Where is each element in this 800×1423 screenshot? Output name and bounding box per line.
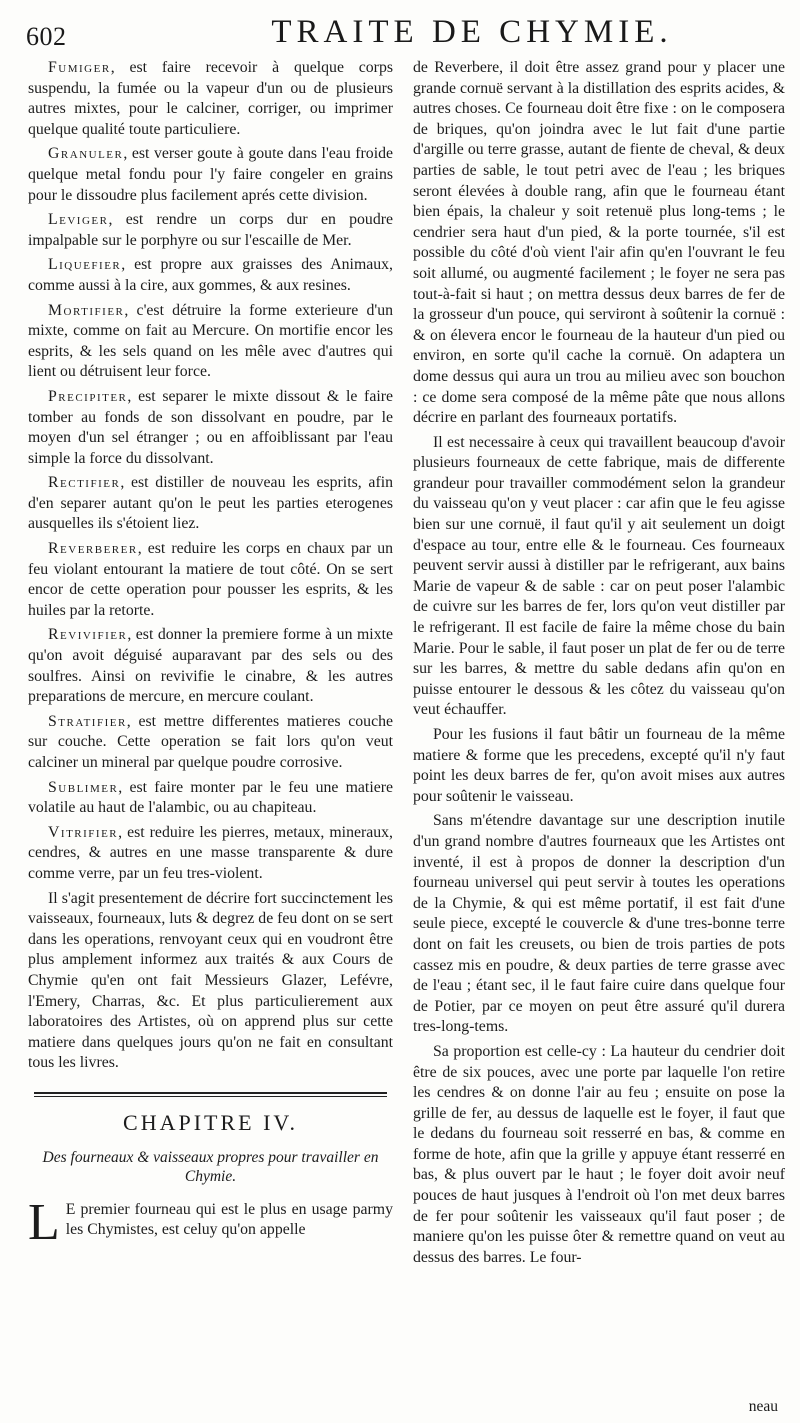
catchword: neau (748, 1398, 778, 1415)
glossary-term: Granuler (48, 145, 124, 163)
chapter-subtitle: Des fourneaux & vaisseaux propres pour travailler en Chymie. (42, 1148, 379, 1185)
glossary-definition: , est mettre differentes matieres couche sur couche. Cette operation se fait lors qu'on veut calciner un mineral par quelque poudre corrosive. (28, 712, 393, 771)
glossary-definition: , est rendre un corps dur en poudre impalpable sur le porphyre ou sur l'escaille de Mer. (28, 211, 393, 249)
glossary-term: Liquefier (48, 256, 122, 274)
glossary-entry (28, 473, 393, 535)
glossary-term: Sublimer (48, 778, 119, 796)
glossary-definition: , est distiller de nouveau les esprits, afin d'en separer autant qu'on le peut les parties eterogenes ausquelles ils s'étoient liez. (28, 474, 393, 533)
glossary-entry (28, 255, 393, 296)
closing-paragraph: Il s'agit presentement de décrire fort succinctement les vaisseaux, fourneaux, luts & degrez de feu dont on se sert dans les operations, renvoyant ceux qui en voudront être plus amplement informez aux traités & aux Cours de Chymie qu'en ont fait Messieurs Glazer, Lefévre, l'Emery, Charras, &c. Et plus particulierement aux laboratoires des Artistes, où on apprend plus sur cette matiere dans quelques jours qu'on ne fait en consultant tous les livres. (28, 889, 393, 1072)
left-column (28, 58, 393, 1251)
glossary-term: Leviger (48, 211, 109, 229)
glossary-entries (28, 58, 393, 885)
glossary-term: Vitrifier (48, 823, 119, 841)
glossary-entry (28, 823, 393, 885)
glossary-entry (28, 387, 393, 469)
right-column (413, 58, 785, 1272)
glossary-term: Revivifier (48, 626, 128, 644)
page-header (22, 12, 782, 58)
glossary-term: Precipiter (48, 387, 128, 405)
glossary-entry (28, 712, 393, 774)
glossary-entry (28, 539, 393, 621)
continued-paragraph: de Reverbere, il doit être assez grand pour y placer une grande cornuë servant à la distillation des esprits acides, & autres choses. Ce fourneau doit être fixe : on le composera de briques, qu'on joindra avec le lut fait d'une partie d'argille ou terre grasse, autant de fiente de cheval, & deux parties de sable, le tout petri avec de l'eau ; les briques seront élevées à double rang, afin que le fourneau étant bien épais, la chaleur y soit retenuë plus long-tems ; le cendrier sera haut d'un pied, & la porte tournée, s'il est possible du côté d'où vient l'air afin qu'en l'ouvrant le feu soit allumé, ou augmenté facilement ; le foyer ne sera pas tout-à-fait si haut ; on mettra dessus deux barres de fer de la grosseur d'un pouce, qui serviront à soûtenir la cornuë : & on élevera encor le fourneau de la hauteur d'un pied ou environ, en sorte qu'il cache la cornuë. On adaptera un dome dessus qui aura un trou au milieu avec son bouchon : ce dome sera composé de la même pâte que nous allons décrire en parlant des fourneaux portatifs. (413, 59, 785, 427)
glossary-definition: , est propre aux graisses des Animaux, comme aussi à la cire, aux gommes, & aux resines. (28, 256, 393, 294)
glossary-entry (28, 625, 393, 707)
body-paragraph: Sans m'étendre davantage sur une description inutile d'un grand nombre d'autres fourneaux que les Artistes ont inventé, il est à propos de donner la description d'un fourneau universel qui peut servir à toutes les operations de la Chymie, & qui est même portatif, il est fait d'une seule piece, excepté le couvercle & d'une tres-bonne terre dont on fait les creusets, ou bien de trois parties de pots cassez mis en poudre, & deux parties de terre grasse avec de l'eau ; étant sec, il le faut faire cuire dans quelque four de Potier, par ce moyen on peut être assuré qu'il durera tres-long-tems. (413, 812, 785, 1036)
glossary-entry (28, 301, 393, 383)
glossary-entry (28, 58, 393, 140)
running-title: TRAITE DE CHYMIE. (271, 14, 673, 50)
glossary-term: Stratifier (48, 712, 127, 730)
first-paragraph-text: E premier fourneau qui est le plus en usage parmy les Chymistes, est celuy qu'on appelle (65, 1200, 393, 1239)
glossary-entry (28, 210, 393, 251)
chapter-title: CHAPITRE IV. (123, 1109, 298, 1135)
drop-cap: L (28, 1193, 60, 1251)
body-paragraph: Sa proportion est celle-cy : La hauteur du cendrier doit être de six pouces, avec une porte par laquelle l'on retire les cendres & on donne l'air au feu ; ensuite on pose la grille de fer, au dessus de laquelle est le foyer, il faut que le dedans du fourneau soit resserré en bas, & comme en forme de hote, afin que la grille y appuye étant resserré en bas, & plus ouvert par le haut ; le foyer doit avoir neuf pouces de haut jusques à l'endroit où l'on met deux barres de fer pour soûtenir les vaisseaux qu'il faut poser ; de maniere qu'on les puisse ôter & remettre quand on veut au dessus des barres. Le four- (413, 1042, 785, 1266)
right-paragraphs (413, 58, 785, 1268)
glossary-definition: , est reduire les pierres, metaux, mineraux, cendres, & autres en une masse transparente & dure comme verre, par un feu tres-violent. (28, 823, 393, 882)
glossary-term: Mortifier (48, 301, 125, 319)
body-paragraph: Pour les fusions il faut bâtir un fourneau de la même matiere & forme que les precedens, excepté qu'il n'y faut point les deux barres de fer, qu'on avoit mises aux autres pour soûtenir le vaisseau. (413, 726, 785, 805)
glossary-entry (28, 778, 393, 819)
glossary-term: Fumiger (48, 59, 111, 76)
body-paragraph: Il est necessaire à ceux qui travaillent beaucoup d'avoir plusieurs fourneaux de cette fabrique, mais de differente grandeur pour travailler commodément selon la grandeur du vaisseau qu'on y veut placer : car afin que le feu agisse bien sur une cornuë, il faut qu'il y ait seulement un doigt d'espace au tour, entre elle & le fourneau. Ces fourneaux peuvent servir aussi à distiller par le refrigerant, aux bains Marie de vapeur & de sable : car on peut poser l'alambic de cuivre sur les barres de fer, lors qu'on veut distiller par le refrigerant. Il est facile de faire la même chose du bain Marie. Pour le sable, il faut poser un plat de fer ou de terre sur les barres, & mettre du sable dedans afin qu'on en puisse entourer le dessous & les côtez du vaisseau qu'on veut échauffer. (413, 433, 785, 719)
glossary-term: Rectifier (48, 474, 121, 492)
glossary-definition: , est faire recevoir à quelque corps suspendu, la fumée ou la vapeur d'un ou de plusieurs autres mixtes, pour le calciner, corriger, ou imprimer quelque qualité toute particuliere. (28, 59, 393, 138)
glossary-definition: , est verser goute à goute dans l'eau froide quelque metal fondu pour l'y faire congeler en grains pour le dissoudre plus facilement aprés cette division. (28, 145, 393, 204)
glossary-definition: , est reduire les corps en chaux par un feu violant entourant la matiere de tout côté. On se sert encor de cette operation pour pousser les esprits, & les huiles par la retorte. (28, 540, 393, 619)
glossary-definition: , c'est détruire la forme exterieure d'un mixte, comme on fait au Mercure. On mortifie encor les esprits, & les sels quand on les mêle avec d'autres qui lient ou détruisent leur force. (28, 301, 393, 381)
glossary-term: Reverberer (48, 540, 138, 558)
chapter-first-paragraph (28, 1193, 393, 1251)
glossary-definition: , est donner la premiere forme à un mixte qu'on avoit déguisé auparavant par des sels ou des soulfres. Ainsi on revivifie le cinabre, & les autres preparations de mercure, en mercure coulant. (28, 626, 393, 706)
glossary-entry (28, 144, 393, 206)
glossary-definition: , est faire monter par le feu une matiere volatile au haut de l'alambic, ou au chapiteau. (28, 778, 393, 817)
chapter-divider (34, 1092, 387, 1097)
glossary-definition: , est separer le mixte dissout & le faire tomber au fonds de son dissolvant en poudre, par le moyen d'un sel étranger ; ou en affoiblissant par l'eau simple la force du dissolvant. (28, 387, 393, 467)
page-number: 602 (26, 22, 67, 51)
